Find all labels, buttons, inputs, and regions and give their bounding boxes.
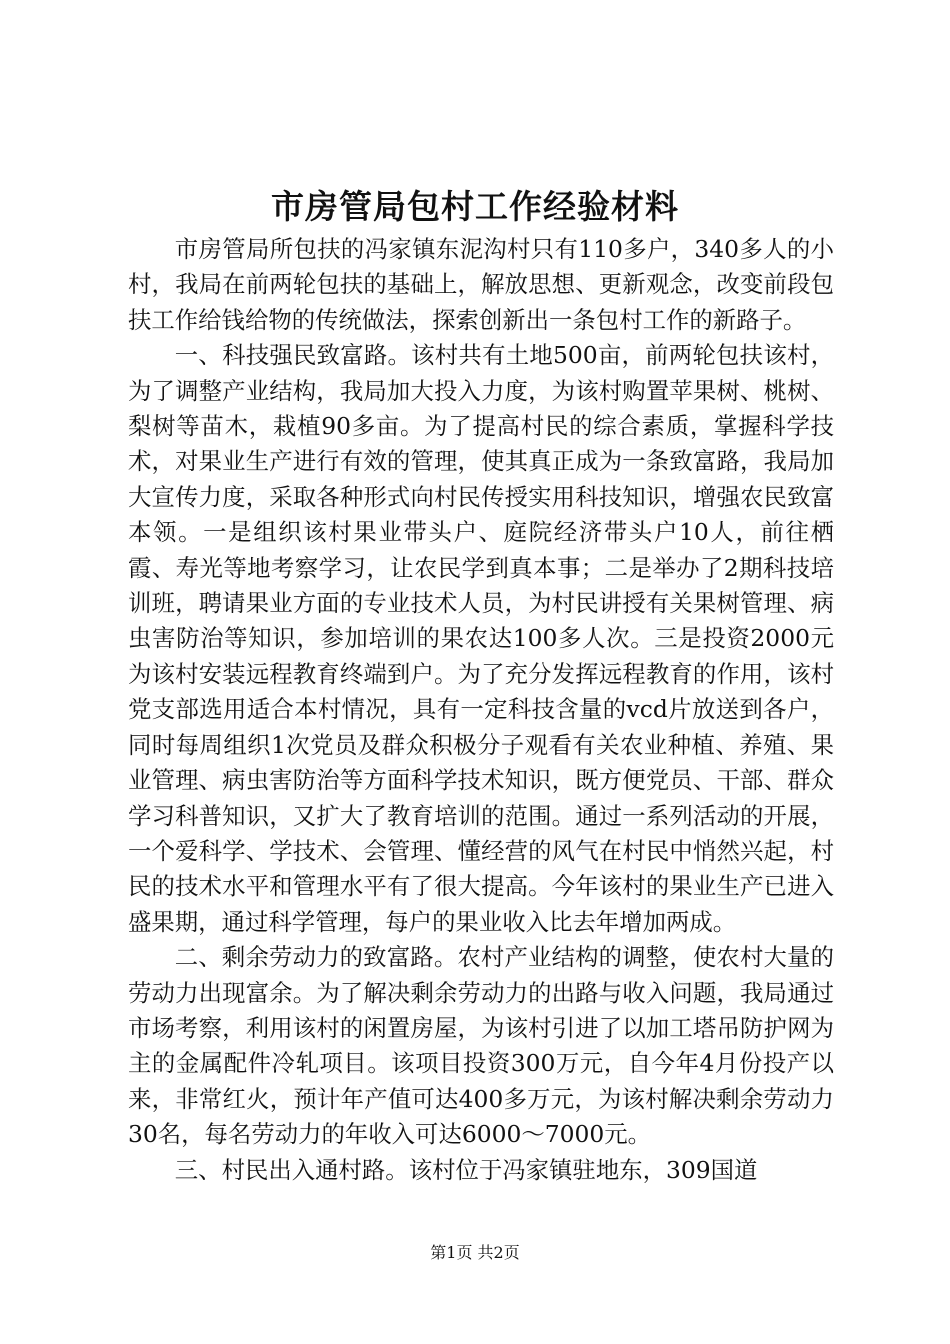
paragraph-section-2: 二、剩余劳动力的致富路。农村产业结构的调整，使农村大量的劳动力出现富余。为了解决剩余劳动力的出路与收入问题，我局通过市场考察，利用该村的闲置房屋，为该村引进了以加工塔吊防护网为主的金属配件冷轧项目。该项目投资300万元，自今年4月份投产以来，非常红火，预计年产值可达400多万元，为该村解决剩余劳动力30名，每名劳动力的年收入可达6000～7000元。 — [128, 943, 834, 1149]
document-title: 市房管局包村工作经验材料 — [271, 187, 679, 226]
paragraph-intro: 市房管局所包扶的冯家镇东泥沟村只有110多户，340多人的小村，我局在前两轮包扶的基础上，解放思想、更新观念，改变前段包扶工作给钱给物的传统做法，探索创新出一条包村工作的新路子。 — [128, 235, 834, 334]
paragraph-section-1: 一、科技强民致富路。该村共有土地500亩，前两轮包扶该村，为了调整产业结构，我局加大投入力度，为该村购置苹果树、桃树、梨树等苗木，栽植90多亩。为了提高村民的综合素质，掌握科学技术，对果业生产进行有效的管理，使其真正成为一条致富路，我局加大宣传力度，采取各种形式向村民传授实用科技知识，增强农民致富本领。一是组织该村果业带头户、庭院经济带头户10人，前往栖霞、寿光等地考察学习，让农民学到真本事；二是举办了2期科技培训班，聘请果业方面的专业技术人员，为村民讲授有关果树管理、病虫害防治等知识，参加培训的果农达100多人次。三是投资2000元为该村安装远程教育终端到户。为了充分发挥远程教育的作用，该村党支部选用适合本村情况，具有一定科技含量的vcd片放送到各户，同时每周组织1次党员及群众积极分子观看有关农业种植、养殖、果业管理、病虫害防治等方面科学技术知识，既方便党员、干部、群众学习科普知识，又扩大了教育培训的范围。通过一系列活动的开展，一个爱科学、学技术、会管理、懂经营的风气在村民中悄然兴起，村民的技术水平和管理水平有了很大提高。今年该村的果业生产已进入盛果期，通过科学管理，每户的果业收入比去年增加两成。 — [128, 341, 834, 936]
paragraph-section-3: 三、村民出入通村路。该村位于冯家镇驻地东，309国道 — [174, 1155, 758, 1184]
document-body — [128, 232, 834, 1188]
page-footer: 第1页 共2页 — [430, 1243, 520, 1262]
